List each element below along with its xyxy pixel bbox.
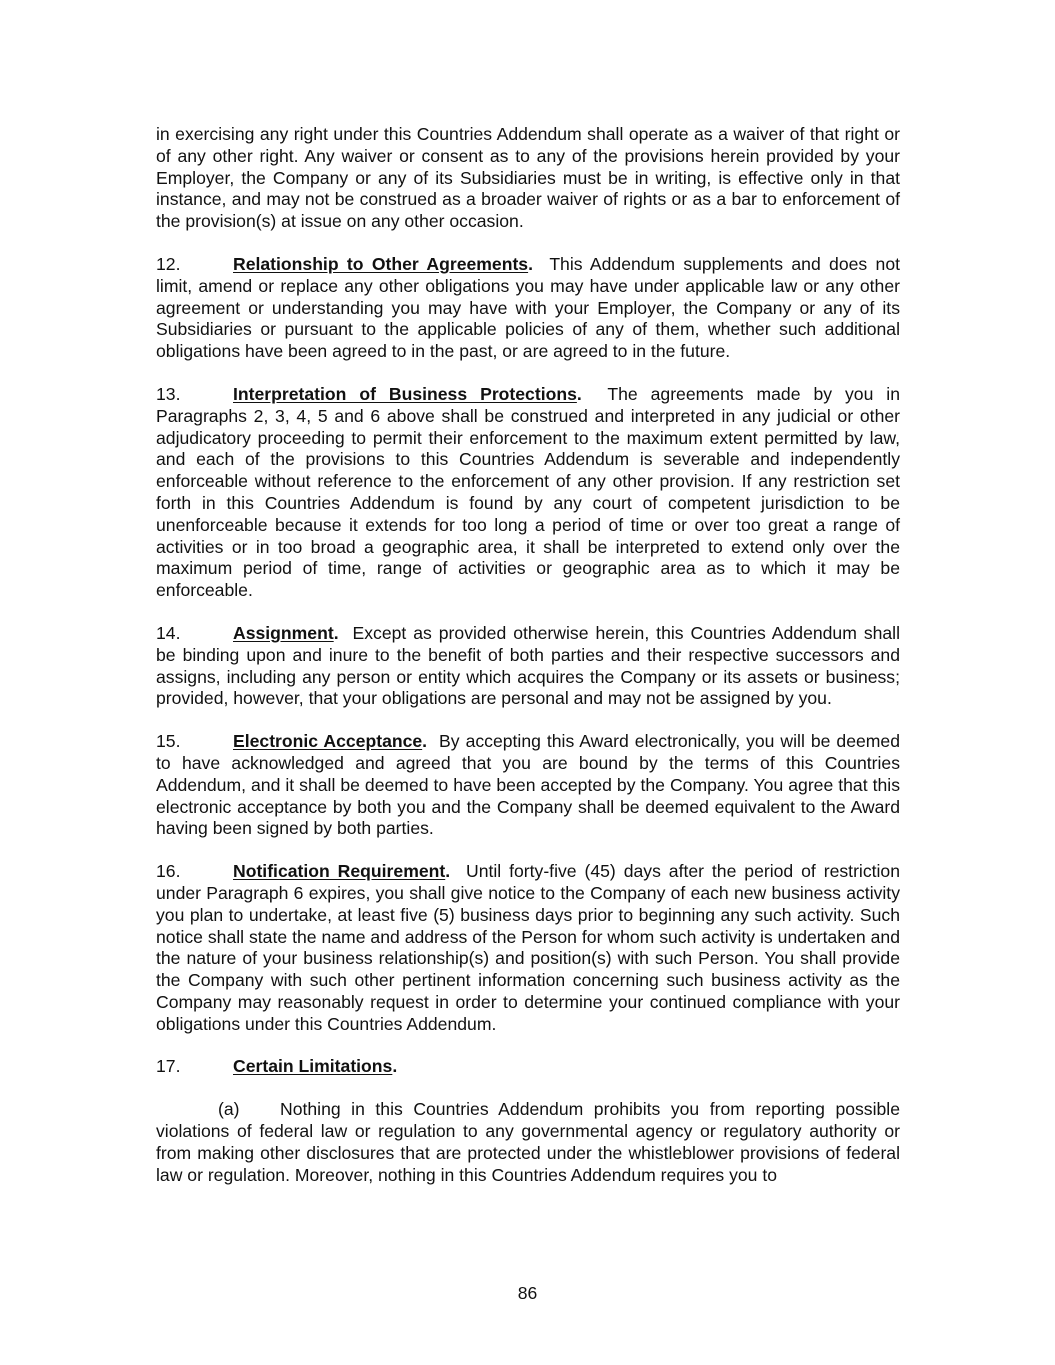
section-heading: Notification Requirement [233, 861, 446, 882]
section-heading: Relationship to Other Agreements [233, 253, 529, 274]
section-text: The agreements made by you in Paragraphs 2, 3, 4, 5 and 6 above shall be construed and interpreted in any judicial or other adjudicatory proceeding to permit their enforcement to the maximum extent permitted by law, and each of the provisions to this Countries Addendum is severable and independently enforceable without reference to the enforcement of any other provision. If any restriction set forth in this Countries Addendum is found by any court of competent jurisdiction to be unenforceable because it extends for too long a period of time or over too great a range of activities or in too broad a geographic area, it shall be interpreted to extend only over the maximum period of time, range of activities or geographic area as to which it may be enforceable. [156, 383, 900, 601]
section-number: 15. [156, 731, 181, 752]
section-text: Until forty-five (45) days after the period of restriction under Paragraph 6 expires, you shall give notice to the Company of each new business activity you plan to undertake, at least five (5) business days prior to beginning any such activity. Such notice shall state the name and address of the Person for whom such activity is undertaken and the nature of your business relationship(s) and position(s) with such Person. You shall provide the Company with such other pertinent information concerning such business activity as the Company may reasonably request in order to determine your continued compliance with your obligations under this Countries Addendum. [156, 861, 900, 1034]
section-text: Except as provided otherwise herein, this Countries Addendum shall be binding upon and inure to the benefit of both parties and their respective successors and assigns, including any person or entity which acquires the Company or its assets or business; provided, however, that your obligations are personal and may not be assigned by you. [156, 622, 901, 709]
section-13: 13. Interpretation of Business Protections. The agreements made by you in Paragraphs 2, 3, 4, 5 and 6 above shall be construed and interpreted in any judicial or other adjudicatory proceeding to permit their enforcement to the maximum extent permitted by law, and each of the provisions to this Countries Addendum is severable and independently enforceable without reference to the enforcement of any other provision. If any restriction set forth in this Countries Addendum is found by any court of competent jurisdiction to be unenforceable because it extends for too long a period of time or over too great a range of activities or in too broad a geographic area, it shall be interpreted to extend only over the maximum period of time, range of activities or geographic area as to which it may be enforceable. [156, 383, 900, 601]
section-16: 16. Notification Requirement. Until forty-five (45) days after the period of restriction under Paragraph 6 expires, you shall give notice to the Company of each new business activity you plan to undertake, at least five (5) business days prior to beginning any such activity. Such notice shall state the name and address of the Person for whom such activity is undertaken and the nature of your business relationship(s) and position(s) with such Person. You shall provide the Company with such other pertinent information concerning such business activity as the Company may reasonably request in order to determine your continued compliance with your obligations under this Countries Addendum. [156, 861, 900, 1034]
subsection-label: (a) [218, 1099, 240, 1120]
section-heading: Assignment [233, 622, 334, 643]
section-text: By accepting this Award electronically, you will be deemed to have acknowledged and agreed that you are bound by the terms of this Countries Addendum, and it shall be deemed to have been accepted by the Company. You agree that this electronic acceptance by both you and the Company shall be deemed equivalent to the Award having been signed by both parties. [156, 731, 900, 839]
section-number: 12. [156, 253, 181, 274]
section-12: 12. Relationship to Other Agreements. This Addendum supplements and does not limit, amend or replace any other obligations you may have under applicable law or any other agreement or understanding you may have with your Employer, the Company or any of its Subsidiaries or pursuant to the applicable policies of any of them, whether such additional obligations have been agreed to in the past, or are agreed to in the future. [156, 253, 900, 362]
section-heading: Electronic Acceptance [233, 731, 423, 752]
continuation-paragraph: in exercising any right under this Countries Addendum shall operate as a waiver of that right or of any other right. Any waiver or consent as to any of the provisions herein provided by your Employer, the Company or any of its Subsidiaries must be in writing, is effective only in that instance, and may not be construed as a broader waiver of rights or as a bar to enforcement of the provision(s) at issue on any other occasion. [156, 124, 900, 232]
section-heading: Certain Limitations [233, 1056, 393, 1077]
section-number: 13. [156, 383, 181, 404]
section-number: 16. [156, 861, 181, 882]
section-text: This Addendum supplements and does not limit, amend or replace any other obligations you may have under applicable law or any other agreement or understanding you may have with your Employer, the Company or any of its Subsidiaries or pursuant to the applicable policies of any of them, whether such additional obligations have been agreed to in the past, or are agreed to in the future. [156, 253, 900, 362]
subsection-a [156, 1099, 900, 1186]
section-number: 17. [156, 1056, 181, 1077]
section-number: 14. [156, 622, 181, 643]
section-17: 17. Certain Limitations. [156, 1056, 398, 1077]
section-14: 14. Assignment. Except as provided otherwise herein, this Countries Addendum shall be binding upon and inure to the benefit of both parties and their respective successors and assigns, including any person or entity which acquires the Company or its assets or business; provided, however, that your obligations are personal and may not be assigned by you. [156, 622, 901, 709]
section-heading: Interpretation of Business Protections [233, 383, 577, 404]
section-15: 15. Electronic Acceptance. By accepting this Award electronically, you will be deemed to have acknowledged and agreed that you are bound by the terms of this Countries Addendum, and it shall be deemed to have been accepted by the Company. You agree that this electronic acceptance by both you and the Company shall be deemed equivalent to the Award having been signed by both parties. [156, 731, 900, 839]
subsection-text: Nothing in this Countries Addendum prohibits you from reporting possible violations of federal law or regulation to any governmental agency or regulatory authority or from making other disclosures that are protected under the whistleblower provisions of federal law or regulation. Moreover, nothing in this Countries Addendum requires you to [156, 1099, 900, 1185]
page-number: 86 [517, 1283, 538, 1303]
document-page [156, 124, 900, 1207]
